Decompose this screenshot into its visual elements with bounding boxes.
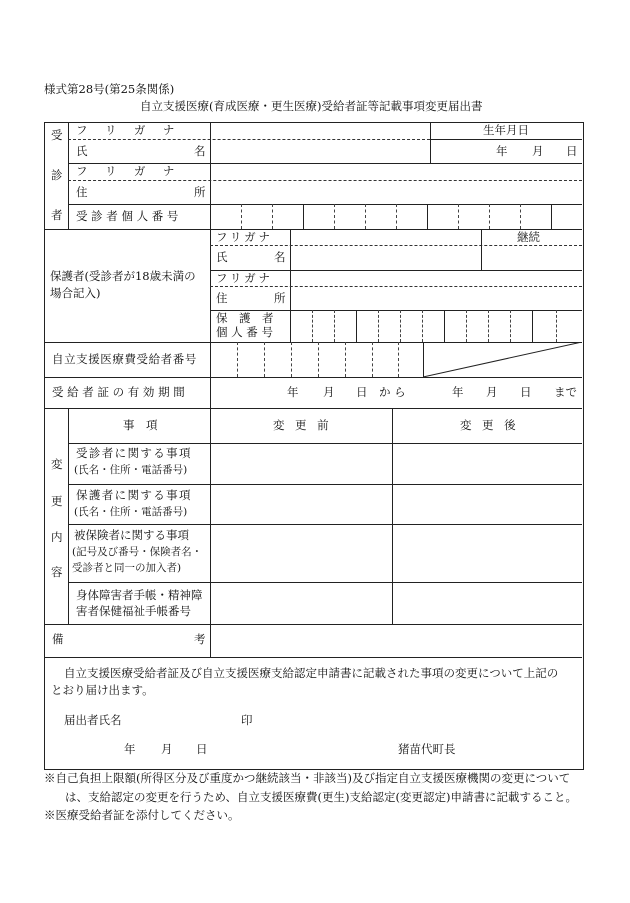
guardian-address-label-2: 所 bbox=[274, 291, 286, 305]
patient-address-label: 住 bbox=[76, 185, 88, 199]
patient-address-field[interactable] bbox=[212, 181, 580, 203]
continuation-label: 継続 bbox=[517, 230, 540, 244]
row-insured-line-2: (記号及び番号・保険者名・ bbox=[72, 546, 203, 558]
change-section-label-4: 容 bbox=[51, 565, 63, 579]
patient-furigana-label: フ リ ガ ナ bbox=[76, 123, 175, 137]
guardian-address-label: 住 bbox=[216, 291, 228, 305]
guardian-section-label-2: 場合記入) bbox=[50, 286, 101, 300]
row-patient-line-1: 受診者に関する事項 bbox=[76, 446, 192, 460]
change-section-label-2: 更 bbox=[51, 494, 63, 508]
birthdate-year: 年 bbox=[496, 144, 508, 158]
date-month: 月 bbox=[161, 742, 173, 756]
row-guardian-line-2: (氏名・住所・電話番号) bbox=[74, 506, 188, 518]
change-after-patient-field[interactable] bbox=[394, 445, 580, 482]
patient-address-label-2: 所 bbox=[194, 185, 206, 199]
form-title: 自立支援医療(育成医療・更生医療)受給者証等記載事項変更届出書 bbox=[140, 99, 483, 113]
applicant-name-field[interactable] bbox=[128, 710, 232, 730]
col-before-header: 変 更 前 bbox=[273, 418, 333, 432]
row-patient-line-2: (氏名・住所・電話番号) bbox=[74, 464, 188, 476]
addressee: 猪苗代町長 bbox=[398, 742, 456, 756]
change-before-handbook-field[interactable] bbox=[212, 584, 390, 622]
row-handbook-line-2: 害者保健福祉手帳番号 bbox=[76, 604, 191, 618]
birthdate-day: 日 bbox=[566, 144, 578, 158]
recipient-number-label: 自立支援医療費受給者番号 bbox=[52, 352, 197, 366]
date-day: 日 bbox=[196, 742, 208, 756]
row-insured-line-3: 受診者と同一の加入者) bbox=[72, 562, 182, 574]
change-before-guardian-field[interactable] bbox=[212, 486, 390, 522]
validity-to-day: 日 bbox=[520, 385, 532, 399]
remarks-label-1: 備 bbox=[52, 632, 64, 646]
form-number: 様式第28号(第25条関係) bbox=[44, 82, 175, 96]
guardian-id-label-2: 個 人 番 号 bbox=[216, 325, 273, 339]
change-section-label-3: 内 bbox=[51, 530, 63, 544]
row-insured-line-1: 被保険者に関する事項 bbox=[74, 528, 189, 542]
validity-from-month: 月 bbox=[323, 385, 335, 399]
row-handbook-line-1: 身体障害者手帳・精神障 bbox=[76, 588, 203, 602]
patient-section-label-3: 者 bbox=[51, 208, 63, 222]
declaration-line-2: とおり届け出ます。 bbox=[51, 683, 154, 697]
birthdate-month: 月 bbox=[532, 144, 544, 158]
row-guardian-line-1: 保護者に関する事項 bbox=[76, 488, 192, 502]
patient-name-label: 氏 bbox=[76, 144, 88, 158]
birthdate-label: 生年月日 bbox=[483, 123, 529, 137]
applicant-label: 届出者氏名 bbox=[64, 713, 122, 727]
guardian-section-label-1: 保護者(受診者が18歳未満の bbox=[50, 269, 196, 283]
change-before-insured-field[interactable] bbox=[212, 526, 390, 580]
col-after-header: 変 更 後 bbox=[460, 418, 520, 432]
validity-to-month: 月 bbox=[486, 385, 498, 399]
guardian-name-field[interactable] bbox=[292, 247, 479, 269]
remarks-label-2: 考 bbox=[194, 632, 206, 646]
validity-from-day: 日 bbox=[356, 385, 368, 399]
patient-section-label-1: 受 bbox=[51, 128, 63, 142]
guardian-name-label-2: 名 bbox=[274, 250, 286, 264]
validity-from-year: 年 bbox=[287, 385, 299, 399]
date-year: 年 bbox=[124, 742, 136, 756]
col-item-header: 事 項 bbox=[123, 418, 158, 432]
change-section-label-1: 変 bbox=[51, 457, 63, 471]
guardian-name-label: 氏 bbox=[216, 250, 228, 264]
remarks-field[interactable] bbox=[212, 626, 580, 655]
change-after-insured-field[interactable] bbox=[394, 526, 580, 580]
recipient-diagonal-line bbox=[423, 342, 582, 377]
patient-id-number-label: 受 診 者 個 人 番 号 bbox=[76, 209, 179, 223]
patient-section-label-2: 診 bbox=[51, 168, 63, 182]
patient-name-label-2: 名 bbox=[194, 144, 206, 158]
note-line-1: ※自己負担上限額(所得区分及び重度かつ継続該当・非該当)及び指定自立支援医療機関の変更について bbox=[44, 771, 571, 785]
guardian-furigana-label: フリガナ bbox=[216, 230, 273, 244]
guardian-id-label-1: 保 護 者 bbox=[216, 311, 274, 325]
guardian-address-field[interactable] bbox=[292, 288, 580, 309]
validity-label: 受 給 者 証 の 有 効 期 間 bbox=[52, 385, 185, 399]
change-after-handbook-field[interactable] bbox=[394, 584, 580, 622]
seal-label: 印 bbox=[241, 713, 253, 727]
validity-to-year: 年 bbox=[452, 385, 464, 399]
change-after-guardian-field[interactable] bbox=[394, 486, 580, 522]
note-line-3: ※医療受給者証を添付してください。 bbox=[44, 808, 240, 822]
validity-from-label: か ら bbox=[379, 385, 406, 399]
declaration-line-1: 自立支援医療受給者証及び自立支援医療支給認定申請書に記載された事項の変更について上記の bbox=[64, 666, 559, 680]
validity-to-label: まで bbox=[554, 385, 577, 399]
patient-address-furigana-label: フ リ ガ ナ bbox=[76, 164, 175, 178]
patient-name-field[interactable] bbox=[212, 140, 428, 162]
change-before-patient-field[interactable] bbox=[212, 445, 390, 482]
guardian-address-furigana-label: フリガナ bbox=[216, 271, 273, 285]
note-line-2: は、支給認定の変更を行うため、自立支援医療費(更生)支給認定(変更認定)申請書に記載すること。 bbox=[65, 790, 577, 804]
